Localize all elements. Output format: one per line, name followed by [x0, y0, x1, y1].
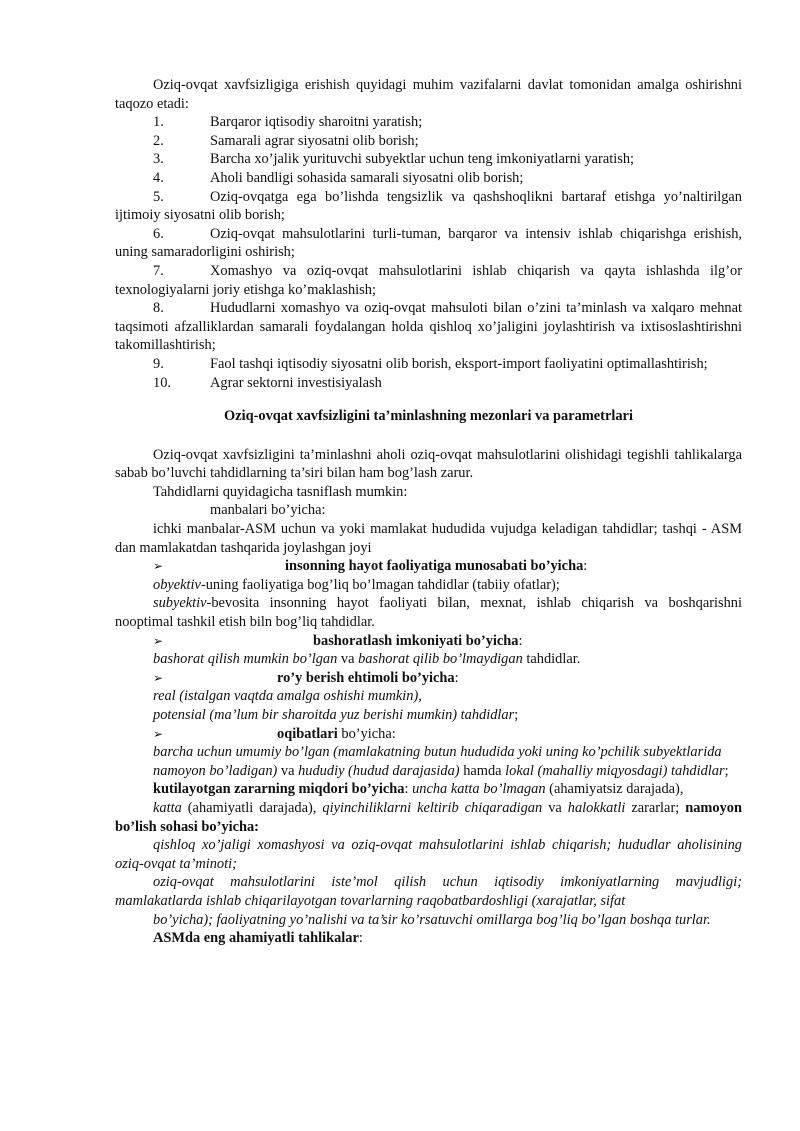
bullet-item: ➢ insonning hayot faoliyatiga munosabati bo’yicha: [153, 558, 588, 575]
paragraph-sphere-3: bo’yicha); faoliyatning yo’nalishi va ta’sir ko’rsatuvchi omillarga bog’liq bo’lgan boshqa turlar. [153, 911, 711, 928]
paragraph-real: real (istalgan vaqtda amalga oshishi mumkin), [153, 688, 422, 705]
document-body [115, 76, 742, 948]
section-heading: Oziq-ovqat xavfsizligini ta’minlashning mezonlari va parametrlari [224, 408, 633, 425]
paragraph-last: ASMda eng ahamiyatli tahlikalar: [153, 930, 363, 947]
list-item: 2. Samarali agrar siyosatni olib borish; [153, 132, 419, 149]
arrow-bullet-icon: ➢ [153, 559, 164, 574]
paragraph-sources: ichki manbalar-ASM uchun va yoki mamlakat hududida vujudga keladigan tahdidlar; tashqi - ASM dan mamlakatdan tashqarida joylashgan joyi [115, 521, 742, 556]
list-item: 5. Oziq-ovqatga ega bo’lishda tengsizlik va qashshoqlikni bartaraf etishga yo’naltirilgan ijtimoiy siyosatni olib borish; [115, 188, 742, 224]
paragraph-potential: potensial (ma’lum bir sharoitda yuz berishi mumkin) tahdidlar; [153, 707, 519, 723]
by-source-label: manbalari bo’yicha: [210, 502, 326, 519]
paragraph-sphere-2: oziq-ovqat mahsulotlarini iste’mol qilish uchun iqtisodiy imkoniyatlarning mavjudligi; mamlakatlarda ishlab chiqarilayotgan tovarlarning raqobatbardoshligi (xarajatlar, sifat [115, 874, 742, 909]
arrow-bullet-icon: ➢ [153, 670, 164, 685]
list-item: 9. Faol tashqi iqtisodiy siyosatni olib borish, eksport-import faoliyatini optimallashtirish; [153, 355, 708, 372]
list-item: 10. Agrar sektorni investisiyalash [153, 374, 382, 391]
list-item: 8. Hududlarni xomashyo va oziq-ovqat mahsuloti bilan o’zini ta’minlash va xalqaro mehnat taqsimoti afzalliklardan samarali foydalangan holda qishloq xo’jaligini joylashtirish va ixtisoslashtirishni takomillashtirish; [115, 300, 742, 354]
paragraph-forecast: bashorat qilish mumkin bo’lgan va bashorat qilib bo’lmaydigan tahdidlar. [153, 651, 581, 668]
intro-paragraph: Oziq-ovqat xavfsizligiga erishish quyidagi muhim vazifalarni davlat tomonidan amalga oshirishni taqozo etadi: [115, 77, 742, 112]
arrow-bullet-icon: ➢ [153, 726, 164, 741]
arrow-bullet-icon: ➢ [153, 633, 164, 648]
list-item: 4. Aholi bandligi sohasida samarali siyosatni olib borish; [153, 169, 524, 186]
paragraph-loss-2: katta (ahamiyatli darajada), qiyinchiliklarni keltirib chiqaradigan va halokkatli zararlar; namoyon bo’lish sohasi bo’yicha: [115, 799, 743, 835]
list-item: 7. Xomashyo va oziq-ovqat mahsulotlarini ishlab chiqarish va qayta ishlashda ilg’or texnologiyalarni joriy etishga ko’maklashish; [115, 262, 742, 298]
task-list [115, 113, 742, 392]
list-item: 6. Oziq-ovqat mahsulotlarini turli-tuman, barqaror va intensiv ishlab chiqarishga erishish, uning samaradorligini oshirish; [115, 225, 742, 261]
paragraph-sphere-1: qishloq xo’jaligi xomashyosi va oziq-ovqat mahsulotlarini ishlab chiqarish; hududlar aholisining oziq-ovqat ta’minoti; [115, 837, 742, 872]
paragraph-subjective: subyektiv-bevosita insonning hayot faoliyati bilan, mexnat, ishlab chiqarish va boshqarishni nooptimal tashkil etish biln bog’liq tahdidlar. [115, 595, 742, 631]
paragraph-objective: obyektiv-uning faoliyatiga bog’liq bo’lmagan tahdidlar (tabiiy ofatlar); [153, 576, 560, 593]
list-item: 3. Barcha xo’jalik yurituvchi subyektlar uchun teng imkoniyatlarni yaratish; [153, 151, 635, 168]
paragraph-loss: kutilayotgan zararning miqdori bo’yicha: uncha katta bo’lmagan (ahamiyatsiz darajada), [153, 781, 684, 798]
paragraph-consequences-1: barcha uchun umumiy bo’lgan (mamlakatning butun hududida yoki uning ko’pchilik subyektlarida [153, 744, 722, 761]
paragraph-threats: Oziq-ovqat xavfsizligini ta’minlashni aholi oziq-ovqat mahsulotlarini olishidagi tegishli tahlikalarga sabab bo’luvchi tahdidlarning ta’siri bilan ham bog’lash zarur. [115, 446, 742, 482]
paragraph-classify: Tahdidlarni quyidagicha tasniflash mumkin: [153, 483, 408, 500]
bullet-item: ➢ ro’y berish ehtimoli bo’yicha: [153, 669, 459, 686]
bullet-item: ➢ oqibatlari bo’yicha: [153, 725, 396, 742]
paragraph-consequences-2: namoyon bo’ladigan) va hududiy (hudud darajasida) hamda lokal (mahalliy miqyosdagi) tahdidlar; [153, 762, 729, 779]
list-item: 1. Barqaror iqtisodiy sharoitni yaratish; [153, 114, 423, 131]
bullet-item: ➢ bashoratlash imkoniyati bo’yicha: [153, 632, 523, 649]
